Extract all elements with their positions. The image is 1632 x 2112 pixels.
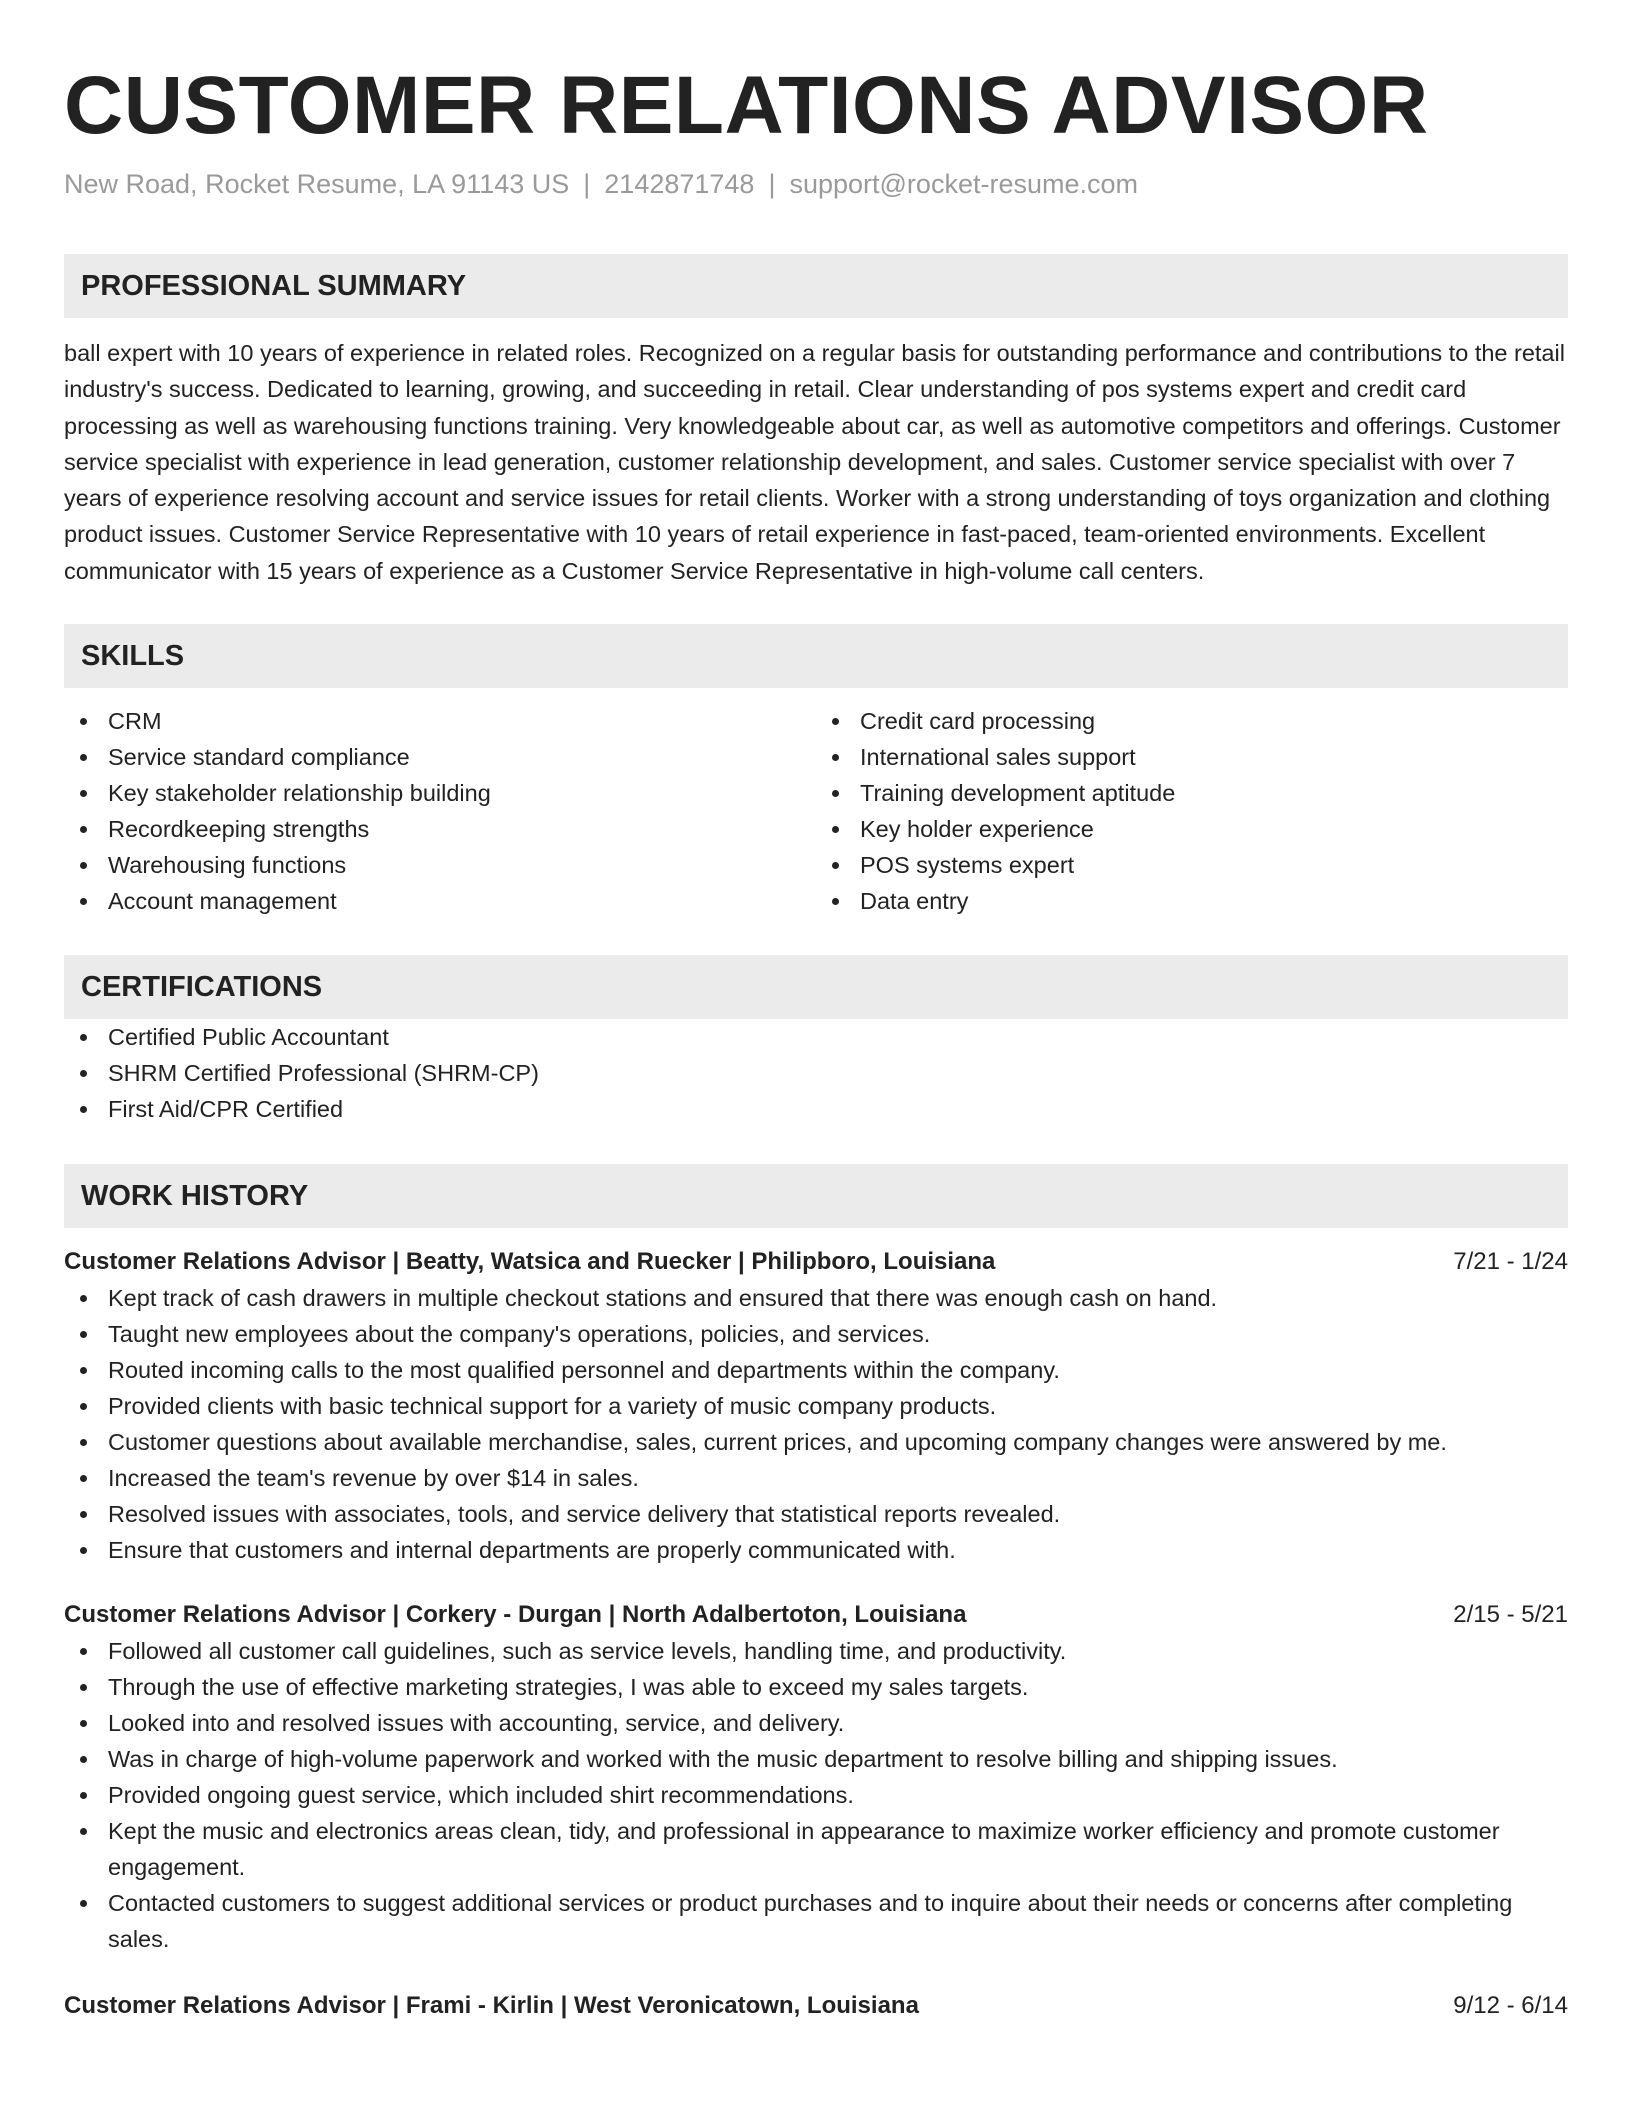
summary-text: ball expert with 10 years of experience in related roles. Recognized on a regular basis for outstanding performance and contributions to the retail industry's success. Dedicated to learning, growing, and succeeding in retail. Clear understanding of pos systems expert and credit card processing as well as warehousing functions training. Very knowledgeable about car, as well as automotive competitors and offerings. Customer service specialist with experience in lead generation, customer relationship development, and sales. Customer service specialist with over 7 years of experience resolving account and service issues for retail clients. Worker with a strong understanding of toys organization and clothing product issues. Customer Service Representative with 10 years of retail experience in fast-paced, team-oriented environments. Excellent communicator with 15 years of experience as a Customer Service Representative in high-volume call centers. — [64, 340, 1565, 584]
skill-item: Account management — [64, 883, 816, 919]
skill-item: Credit card processing — [816, 703, 1568, 739]
skill-item: Service standard compliance — [64, 739, 816, 775]
job-dates: 7/21 - 1/24 — [1453, 1248, 1568, 1276]
job-title: Customer Relations Advisor | Beatty, Watsica and Ruecker | Philipboro, Louisiana — [64, 1248, 996, 1276]
contact-email[interactable]: support@rocket-resume.com — [789, 169, 1138, 199]
job-duties-list — [64, 1280, 1568, 1568]
job-header — [64, 1597, 1568, 1633]
skill-item: Data entry — [816, 883, 1568, 919]
job-title: Customer Relations Advisor | Corkery - Durgan | North Adalbertoton, Louisiana — [64, 1601, 967, 1629]
skill-item: Recordkeeping strengths — [64, 811, 816, 847]
skills-column-right — [816, 703, 1568, 919]
skill-item: Warehousing functions — [64, 847, 816, 883]
job-duty: Followed all customer call guidelines, such as service levels, handling time, and productivity. — [64, 1633, 1568, 1669]
certification-item: SHRM Certified Professional (SHRM-CP) — [64, 1055, 1568, 1091]
skill-item: Key holder experience — [816, 811, 1568, 847]
contact-phone: 2142871748 — [604, 169, 755, 199]
skills-list — [64, 703, 1568, 919]
job-duty: Contacted customers to suggest additional services or product purchases and to inquire about their needs or concerns after completing sales. — [64, 1885, 1568, 1957]
job-entry — [64, 1244, 1568, 1568]
skill-item: CRM — [64, 703, 816, 739]
job-title: Customer Relations Advisor | Frami - Kirlin | West Veronicatown, Louisiana — [64, 1992, 919, 2020]
job-header — [64, 1244, 1568, 1280]
job-duty: Was in charge of high-volume paperwork and worked with the music department to resolve billing and shipping issues. — [64, 1741, 1568, 1777]
skill-item: POS systems expert — [816, 847, 1568, 883]
job-entry — [64, 1988, 1568, 2024]
job-duty: Ensure that customers and internal departments are properly communicated with. — [64, 1532, 1568, 1568]
contact-line — [64, 166, 1568, 202]
job-dates: 2/15 - 5/21 — [1453, 1601, 1568, 1629]
job-duty: Increased the team's revenue by over $14 in sales. — [64, 1460, 1568, 1496]
certification-item: Certified Public Accountant — [64, 1019, 1568, 1055]
contact-separator: | — [583, 169, 591, 199]
skills-column-left — [64, 703, 816, 919]
skill-item: Key stakeholder relationship building — [64, 775, 816, 811]
section-heading-certifications: CERTIFICATIONS — [64, 955, 1568, 1019]
job-header — [64, 1988, 1568, 2024]
skill-item: Training development aptitude — [816, 775, 1568, 811]
job-duty: Resolved issues with associates, tools, and service delivery that statistical reports revealed. — [64, 1496, 1568, 1532]
job-duties-list — [64, 1633, 1568, 1957]
job-dates: 9/12 - 6/14 — [1453, 1992, 1568, 2020]
job-duty: Kept the music and electronics areas clean, tidy, and professional in appearance to maximize worker efficiency and promote customer engagement. — [64, 1813, 1568, 1885]
job-duty: Customer questions about available merchandise, sales, current prices, and upcoming company changes were answered by me. — [64, 1424, 1568, 1460]
certifications-list — [64, 1019, 1568, 1127]
skill-item: International sales support — [816, 739, 1568, 775]
job-duty: Routed incoming calls to the most qualified personnel and departments within the company. — [64, 1352, 1568, 1388]
section-heading-summary: PROFESSIONAL SUMMARY — [64, 254, 1568, 318]
job-duty: Taught new employees about the company's operations, policies, and services. — [64, 1316, 1568, 1352]
certification-item: First Aid/CPR Certified — [64, 1091, 1568, 1127]
contact-separator: | — [768, 169, 776, 199]
contact-address: New Road, Rocket Resume, LA 91143 US — [64, 169, 570, 199]
section-heading-skills: SKILLS — [64, 624, 1568, 688]
job-entry — [64, 1597, 1568, 1957]
resume-name: CUSTOMER RELATIONS ADVISOR — [64, 60, 1429, 151]
section-heading-work-history: WORK HISTORY — [64, 1164, 1568, 1228]
job-duty: Provided ongoing guest service, which included shirt recommendations. — [64, 1777, 1568, 1813]
job-duty: Through the use of effective marketing strategies, I was able to exceed my sales targets. — [64, 1669, 1568, 1705]
resume-page — [64, 58, 1568, 2024]
job-duty: Provided clients with basic technical support for a variety of music company products. — [64, 1388, 1568, 1424]
job-duty: Looked into and resolved issues with accounting, service, and delivery. — [64, 1705, 1568, 1741]
job-duty: Kept track of cash drawers in multiple checkout stations and ensured that there was enough cash on hand. — [64, 1280, 1568, 1316]
